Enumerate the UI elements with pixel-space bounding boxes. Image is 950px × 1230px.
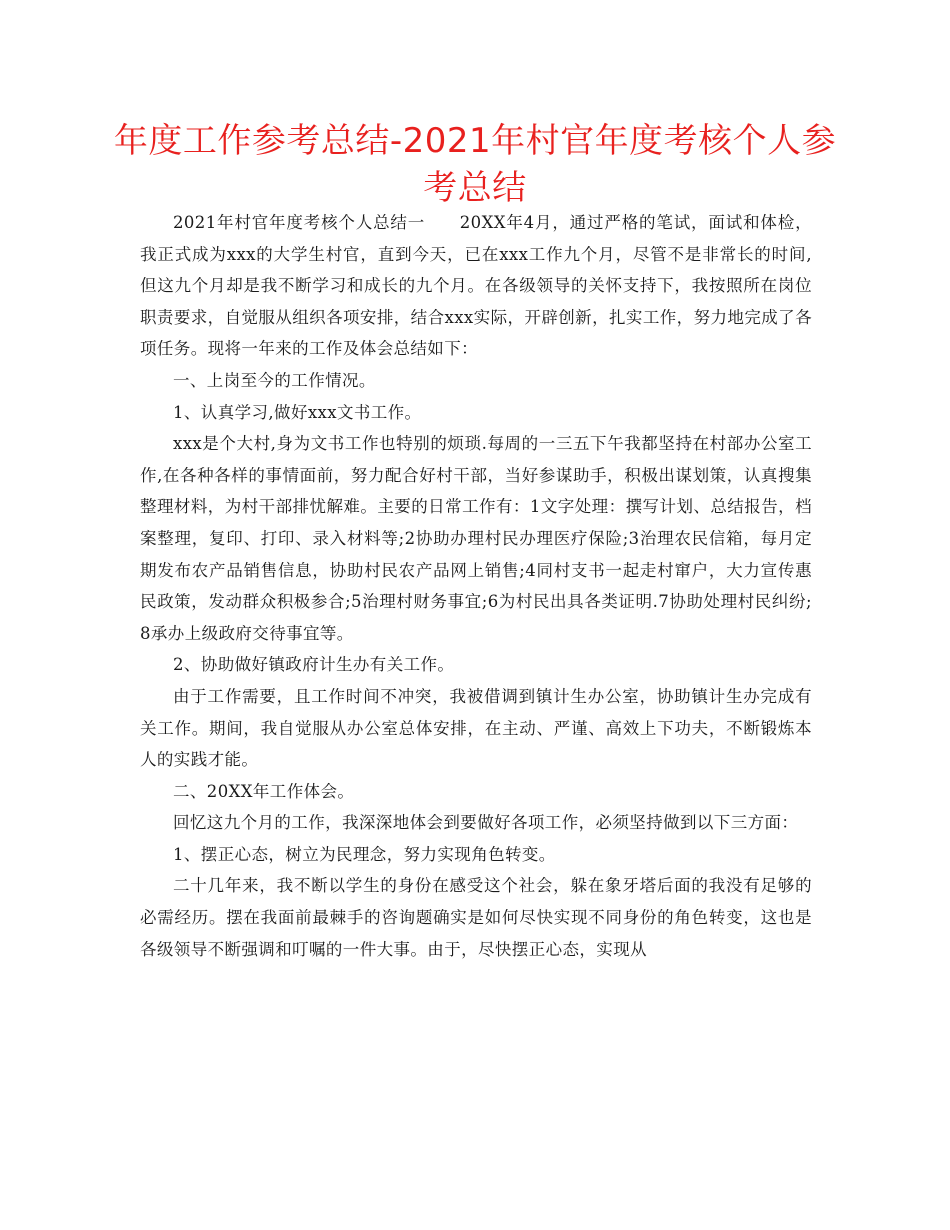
paragraph-reflection: 回忆这九个月的工作，我深深地体会到要做好各项工作，必须坚持做到以下三方面：: [173, 813, 799, 833]
heading-section-1: 一、上岗至今的工作情况。: [173, 370, 376, 390]
document-title: 年度工作参考总结-2021年村官年度考核个人参考总结: [113, 121, 837, 208]
paragraph-family-planning: 由于工作需要，且工作时间不冲突，我被借调到镇计生办公室，协助镇计生办完成有关工作。期间，我自觉服从办公室总体安排，在主动、严谨、高效上下功夫，不断锻炼本人的实践才能。: [140, 686, 812, 770]
subheading-1-1: 1、认真学习,做好xxx文书工作。: [173, 402, 422, 422]
paragraph-intro: 2021年村官年度考核个人总结一 20XX年4月，通过严格的笔试，面试和体检，我正式成为xxx的大学生村官，直到今天，已在xxx工作九个月，尽管不是非常长的时间,但这九个月却是我不断学习和成长的九个月。在各级领导的关怀支持下，我按照所在岗位职责要求，自觉服从组织各项安排，结合xxx实际，开辟创新，扎实工作，努力地完成了各项任务。现将一年来的工作及体会总结如下：: [140, 213, 812, 359]
paragraph-role-change: 二十几年来，我不断以学生的身份在感受这个社会，躲在象牙塔后面的我没有足够的必需经历。摆在我面前最棘手的咨询题确实是如何尽快实现不同身份的角色转变，这也是各级领导不断强调和叮嘱的一件大事。由于，尽快摆正心态，实现从: [140, 876, 812, 959]
heading-section-2: 二、20XX年工作体会。: [173, 781, 355, 801]
subheading-1-2: 2、协助做好镇政府计生办有关工作。: [173, 655, 455, 675]
document-body: [140, 207, 812, 965]
paragraph-clerk-work: xxx是个大村,身为文书工作也特别的烦琐.每周的一三五下午我都坚持在村部办公室工作,在各种各样的事情面前，努力配合好村干部，当好参谋助手，积极出谋划策，认真搜集整理材料，为村干部排忧解难。主要的日常工作有：1文字处理：撰写计划、总结报告，档案整理，复印、打印、录入材料等;2协助办理村民办理医疗保险;3治理农民信箱，每月定期发布农产品销售信息，协助村民农产品网上销售;4同村支书一起走村窜户，大力宣传惠民政策，发动群众积极参合;5治理村财务事宜;6为村民出具各类证明.7协助处理村民纠纷;8承办上级政府交待事宜等。: [140, 434, 812, 643]
subheading-2-1: 1、摆正心态，树立为民理念，努力实现角色转变。: [173, 844, 556, 864]
